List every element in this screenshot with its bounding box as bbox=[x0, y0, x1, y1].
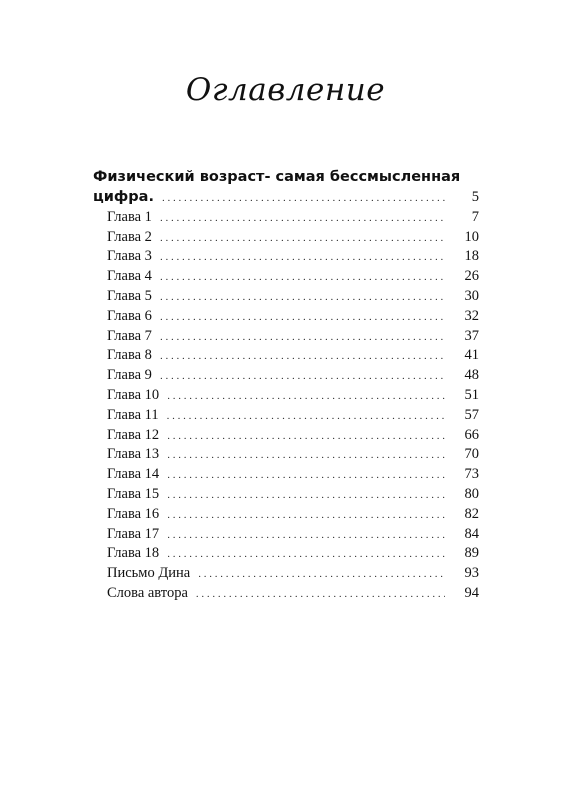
toc-section-row[interactable] bbox=[93, 188, 479, 208]
dot-leader bbox=[160, 288, 445, 308]
dot-leader bbox=[167, 407, 445, 427]
toc-entry-label: Глава 17 bbox=[107, 525, 160, 542]
toc-page-number: 94 bbox=[464, 584, 479, 601]
dot-leader bbox=[160, 209, 445, 229]
dot-leader bbox=[160, 347, 445, 367]
toc-entry[interactable] bbox=[93, 346, 479, 366]
toc-entry-label: Глава 14 bbox=[107, 466, 160, 483]
dot-leader bbox=[196, 585, 445, 605]
dot-leader bbox=[167, 545, 445, 565]
toc-entry-label: Глава 5 bbox=[107, 287, 152, 304]
toc-page-number: 37 bbox=[464, 327, 479, 344]
toc-entry-label: Глава 9 bbox=[107, 367, 152, 384]
toc-entry[interactable] bbox=[93, 208, 479, 228]
toc-entry[interactable] bbox=[93, 544, 479, 564]
toc-page-number: 18 bbox=[464, 248, 479, 265]
toc-page-number: 80 bbox=[464, 485, 479, 502]
toc-entry-label: Глава 8 bbox=[107, 347, 152, 364]
table-of-contents bbox=[93, 166, 479, 604]
toc-entry[interactable] bbox=[93, 327, 479, 347]
toc-page-number: 7 bbox=[471, 208, 479, 225]
toc-page-number: 57 bbox=[464, 406, 479, 423]
toc-entry[interactable] bbox=[93, 307, 479, 327]
dot-leader bbox=[160, 328, 445, 348]
dot-leader bbox=[160, 268, 445, 288]
toc-entry[interactable] bbox=[93, 366, 479, 386]
toc-entry[interactable] bbox=[93, 386, 479, 406]
toc-page-number: 10 bbox=[464, 228, 479, 245]
toc-page-number: 82 bbox=[464, 505, 479, 522]
toc-section-title-continued: цифра. bbox=[93, 189, 154, 205]
toc-entry[interactable] bbox=[93, 267, 479, 287]
toc-entry-list bbox=[93, 208, 479, 604]
dot-leader bbox=[167, 446, 445, 466]
toc-page-number: 32 bbox=[464, 307, 479, 324]
dot-leader bbox=[160, 248, 445, 268]
toc-entry-label: Глава 1 bbox=[107, 208, 152, 225]
toc-entry[interactable] bbox=[93, 584, 479, 604]
dot-leader bbox=[167, 526, 445, 546]
toc-entry[interactable] bbox=[93, 228, 479, 248]
page-title: Оглавление bbox=[185, 72, 386, 108]
toc-entry[interactable] bbox=[93, 465, 479, 485]
toc-entry[interactable] bbox=[93, 445, 479, 465]
toc-entry[interactable] bbox=[93, 505, 479, 525]
toc-page-number: 66 bbox=[464, 426, 479, 443]
toc-entry-label: Глава 15 bbox=[107, 485, 160, 502]
dot-leader bbox=[160, 367, 445, 387]
toc-entry-label: Письмо Дина bbox=[107, 565, 191, 582]
toc-page-number: 48 bbox=[464, 367, 479, 384]
toc-entry[interactable] bbox=[93, 287, 479, 307]
dot-leader bbox=[167, 506, 445, 526]
dot-leader bbox=[167, 466, 445, 486]
toc-page-number: 30 bbox=[464, 287, 479, 304]
toc-page-number: 41 bbox=[464, 347, 479, 364]
toc-page-number: 5 bbox=[471, 189, 479, 205]
toc-page-number: 70 bbox=[464, 446, 479, 463]
toc-entry-label: Глава 6 bbox=[107, 307, 152, 324]
toc-page-number: 26 bbox=[464, 268, 479, 285]
toc-entry-label: Глава 12 bbox=[107, 426, 160, 443]
toc-entry[interactable] bbox=[93, 564, 479, 584]
toc-entry[interactable] bbox=[93, 525, 479, 545]
toc-page-number: 93 bbox=[464, 565, 479, 582]
toc-entry-label: Глава 13 bbox=[107, 446, 160, 463]
toc-entry[interactable] bbox=[93, 247, 479, 267]
toc-page-number: 89 bbox=[464, 545, 479, 562]
dot-leader bbox=[198, 565, 445, 585]
toc-entry[interactable] bbox=[93, 426, 479, 446]
toc-entry-label: Слова автора bbox=[107, 584, 188, 601]
dot-leader bbox=[167, 427, 445, 447]
toc-entry-label: Глава 7 bbox=[107, 327, 152, 344]
toc-entry-label: Глава 2 bbox=[107, 228, 152, 245]
dot-leader bbox=[160, 308, 445, 328]
toc-entry-label: Глава 18 bbox=[107, 545, 160, 562]
toc-entry-label: Глава 3 bbox=[107, 248, 152, 265]
dot-leader bbox=[160, 229, 445, 249]
toc-page-number: 84 bbox=[464, 525, 479, 542]
dot-leader bbox=[162, 189, 445, 209]
toc-entry-label: Глава 11 bbox=[107, 406, 159, 423]
toc-entry[interactable] bbox=[93, 406, 479, 426]
toc-section-title: Физический возраст- самая бессмысленная bbox=[93, 169, 461, 185]
dot-leader bbox=[167, 486, 445, 506]
toc-entry[interactable] bbox=[93, 485, 479, 505]
dot-leader bbox=[167, 387, 445, 407]
toc-page-number: 73 bbox=[464, 466, 479, 483]
toc-entry-label: Глава 10 bbox=[107, 386, 160, 403]
toc-entry-label: Глава 16 bbox=[107, 505, 160, 522]
toc-page-number: 51 bbox=[464, 386, 479, 403]
toc-entry-label: Глава 4 bbox=[107, 268, 152, 285]
